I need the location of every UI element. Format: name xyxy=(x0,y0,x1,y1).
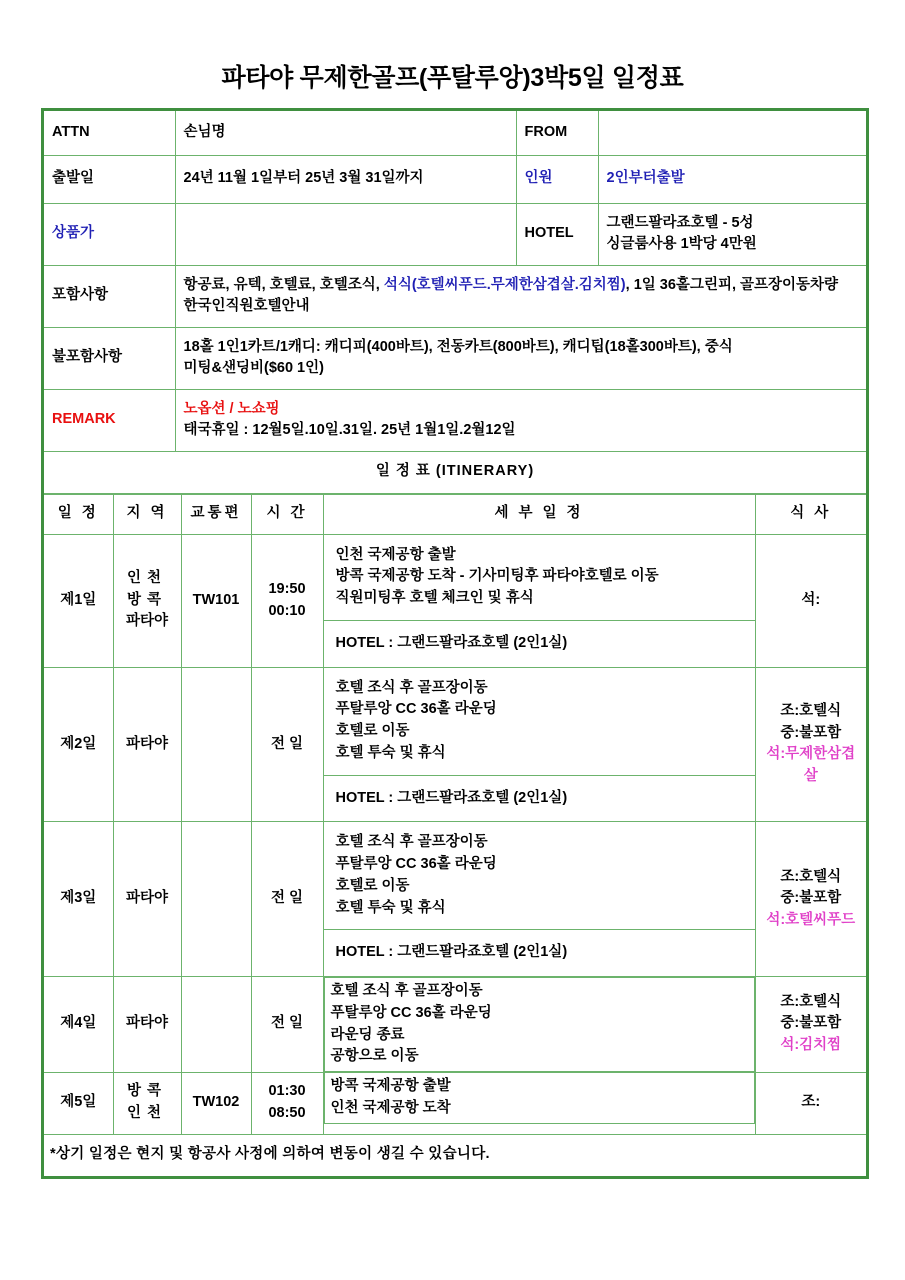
inclusions-value xyxy=(175,265,866,327)
area-line: 파타야 xyxy=(125,1015,169,1032)
detail-line: 직원미팅후 호텔 체크인 및 휴식 xyxy=(335,590,534,606)
time-cell xyxy=(251,1072,323,1134)
inclusions-label: 포함사항 xyxy=(44,265,175,327)
detail-line: 호텔로 이동 xyxy=(335,877,410,894)
detail-line: 호텔로 이동 xyxy=(335,723,410,739)
detail-line: 푸탈루앙 CC 36홀 라운딩 xyxy=(330,1004,492,1021)
meal-line: 석:무제한삼겹살 xyxy=(766,746,856,785)
area-cell xyxy=(113,534,181,667)
departure-date-label: 출발일 xyxy=(44,155,175,203)
meal-cell xyxy=(755,822,866,977)
remark-line-2: 태국휴일 : 12월5일.10일.31일. 25년 1월1일.2월12일 xyxy=(183,422,516,438)
from-value xyxy=(598,111,866,155)
detail-cell xyxy=(323,667,755,822)
header-info-table xyxy=(44,111,866,494)
exclusions-line-2: 미팅&샌딩비($60 1인) xyxy=(183,360,324,376)
detail-cell xyxy=(323,822,755,977)
footer-note-row xyxy=(44,1134,866,1176)
table-row xyxy=(44,265,866,327)
table-row xyxy=(44,203,866,265)
time-line: 19:50 xyxy=(268,580,306,597)
meal-line: 중:불포함 xyxy=(780,890,842,907)
time-line: 00:10 xyxy=(268,602,306,619)
time-cell xyxy=(251,534,323,667)
table-row xyxy=(44,155,866,203)
itinerary-day-row xyxy=(44,822,866,977)
column-header-time: 시 간 xyxy=(251,494,323,534)
detail-cell xyxy=(324,977,755,1072)
day-number-cell: 제1일 xyxy=(44,534,113,667)
transport-cell: TW101 xyxy=(181,534,251,667)
column-header-detail: 세 부 일 정 xyxy=(323,494,755,534)
price-value xyxy=(175,203,516,265)
area-cell xyxy=(113,1072,181,1134)
meal-cell xyxy=(755,977,866,1073)
area-line: 방콕 xyxy=(126,1083,167,1100)
transport-cell xyxy=(181,822,251,977)
meal-line: 조: xyxy=(801,1094,821,1111)
meal-cell xyxy=(755,667,866,822)
table-row xyxy=(44,389,866,451)
remark-label: REMARK xyxy=(44,389,175,451)
detail-line: 호텔 투숙 및 휴식 xyxy=(335,899,446,916)
pax-value: 2인부터출발 xyxy=(598,155,866,203)
area-line: 인천 xyxy=(126,1105,167,1121)
detail-schedule-box xyxy=(324,668,755,776)
itinerary-day-row xyxy=(44,977,866,1073)
footer-note: *상기 일정은 현지 및 항공사 사정에 의하여 변동이 생길 수 있습니다. xyxy=(44,1134,866,1176)
itinerary-section-title: 일 정 표 (ITINERARY) xyxy=(44,451,866,493)
meal-line: 중:불포함 xyxy=(780,724,842,741)
table-row xyxy=(44,111,866,155)
exclusions-label: 불포함사항 xyxy=(44,327,175,389)
attn-label: ATTN xyxy=(44,111,175,155)
hotel-line-2: 싱글룸사용 1박당 4만원 xyxy=(606,236,757,252)
area-cell xyxy=(113,977,181,1073)
day-number-cell: 제3일 xyxy=(44,822,113,977)
inclusions-part-1: 항공료, 유텍, 호텔료, 호텔조식, xyxy=(183,276,384,293)
exclusions-line-1: 18홀 1인1카트/1캐디: 캐디피(400바트), 전동카트(800바트), 캐디팁(18홀300바트), 중식 xyxy=(183,338,733,355)
detail-cell xyxy=(323,534,755,667)
detail-line: 푸탈루앙 CC 36홀 라운딩 xyxy=(335,701,497,718)
itinerary-day-row xyxy=(44,667,866,822)
detail-hotel-box: HOTEL : 그랜드팔라죠호텔 (2인1실) xyxy=(335,789,568,806)
detail-line: 인천 국제공항 도착 xyxy=(330,1099,451,1116)
detail-line: 공항으로 이동 xyxy=(330,1048,419,1065)
page-title: 파타야 무제한골프(푸탈루앙)3박5일 일정표 xyxy=(221,64,684,92)
detail-hotel-box: HOTEL : 그랜드팔라죠호텔 (2인1실) xyxy=(335,634,568,651)
detail-line: 호텔 조식 후 골프장이동 xyxy=(335,834,488,851)
detail-cell xyxy=(324,1072,755,1124)
from-label: FROM xyxy=(516,111,598,155)
meal-line: 조:호텔식 xyxy=(780,702,842,719)
meal-line: 석:호텔씨푸드 xyxy=(766,912,856,928)
itinerary-header-row xyxy=(44,494,866,534)
inclusions-highlight: 석식(호텔씨푸드.무제한삼겹살.김치찜) xyxy=(383,276,626,293)
remark-line-1: 노옵션 / 노쇼핑 xyxy=(183,400,280,417)
inclusions-part-2: , 1일 36홀그린피, 골프장이동차량 xyxy=(625,276,839,293)
meal-cell xyxy=(755,1072,866,1134)
transport-cell xyxy=(181,977,251,1073)
area-line: 파타야 xyxy=(125,890,169,907)
exclusions-value xyxy=(175,327,866,389)
area-line: 파타야 xyxy=(125,613,169,630)
meal-line: 조:호텔식 xyxy=(780,993,842,1010)
table-row xyxy=(44,327,866,389)
detail-schedule-box xyxy=(324,535,755,621)
meal-line: 조:호텔식 xyxy=(780,868,842,885)
detail-line: 호텔 조식 후 골프장이동 xyxy=(335,679,488,696)
area-line: 인천 xyxy=(126,569,167,586)
departure-date-value: 24년 11월 1일부터 25년 3월 31일까지 xyxy=(175,155,516,203)
itinerary-table xyxy=(44,494,866,1177)
hotel-label: HOTEL xyxy=(516,203,598,265)
area-cell xyxy=(113,667,181,822)
time-line: 전 일 xyxy=(270,1015,304,1032)
itinerary-sheet xyxy=(41,108,869,1179)
itinerary-day-row xyxy=(44,534,866,667)
detail-schedule-box xyxy=(324,822,755,930)
time-line: 01:30 xyxy=(268,1083,306,1100)
time-line: 08:50 xyxy=(268,1105,306,1121)
detail-line: 인천 국제공항 출발 xyxy=(335,546,456,563)
day-number-cell: 제4일 xyxy=(44,977,113,1073)
meal-cell xyxy=(755,534,866,667)
column-header-meal: 식 사 xyxy=(755,494,866,534)
remark-value xyxy=(175,389,866,451)
detail-line: 방콕 국제공항 출발 xyxy=(330,1078,451,1094)
price-label: 상품가 xyxy=(44,203,175,265)
attn-value: 손님명 xyxy=(175,111,516,155)
day-number-cell: 제5일 xyxy=(44,1072,113,1134)
transport-cell xyxy=(181,667,251,822)
column-header-day: 일 정 xyxy=(44,494,113,534)
transport-cell: TW102 xyxy=(181,1072,251,1134)
detail-line: 라운딩 종료 xyxy=(330,1026,405,1043)
area-line: 파타야 xyxy=(125,735,169,752)
time-cell xyxy=(251,667,323,822)
meal-line: 석:김치찜 xyxy=(780,1037,842,1054)
detail-line: 푸탈루앙 CC 36홀 라운딩 xyxy=(335,856,497,872)
hotel-value xyxy=(598,203,866,265)
detail-line: 호텔 투숙 및 휴식 xyxy=(335,744,446,761)
day-number-cell: 제2일 xyxy=(44,667,113,822)
pax-label: 인원 xyxy=(516,155,598,203)
detail-line: 호텔 조식 후 골프장이동 xyxy=(330,983,483,999)
itinerary-day-row xyxy=(44,1072,866,1134)
detail-line: 방콕 국제공항 도착 - 기사미팅후 파타야호텔로 이동 xyxy=(335,568,659,585)
area-line: 방콕 xyxy=(126,591,167,608)
hotel-line-1: 그랜드팔라죠호텔 - 5성 xyxy=(606,214,754,231)
area-cell xyxy=(113,822,181,977)
inclusions-line-2: 한국인직원호텔안내 xyxy=(183,298,310,314)
column-header-area: 지 역 xyxy=(113,494,181,534)
table-row xyxy=(44,451,866,493)
time-line: 전 일 xyxy=(270,735,304,752)
time-cell xyxy=(251,977,323,1073)
column-header-transport: 교통편 xyxy=(181,494,251,534)
time-line: 전 일 xyxy=(270,890,304,907)
detail-hotel-box: HOTEL : 그랜드팔라죠호텔 (2인1실) xyxy=(335,944,568,961)
itinerary-body xyxy=(44,534,866,1134)
meal-line: 중:불포함 xyxy=(780,1015,842,1032)
meal-line: 석: xyxy=(801,591,821,608)
time-cell xyxy=(251,822,323,977)
